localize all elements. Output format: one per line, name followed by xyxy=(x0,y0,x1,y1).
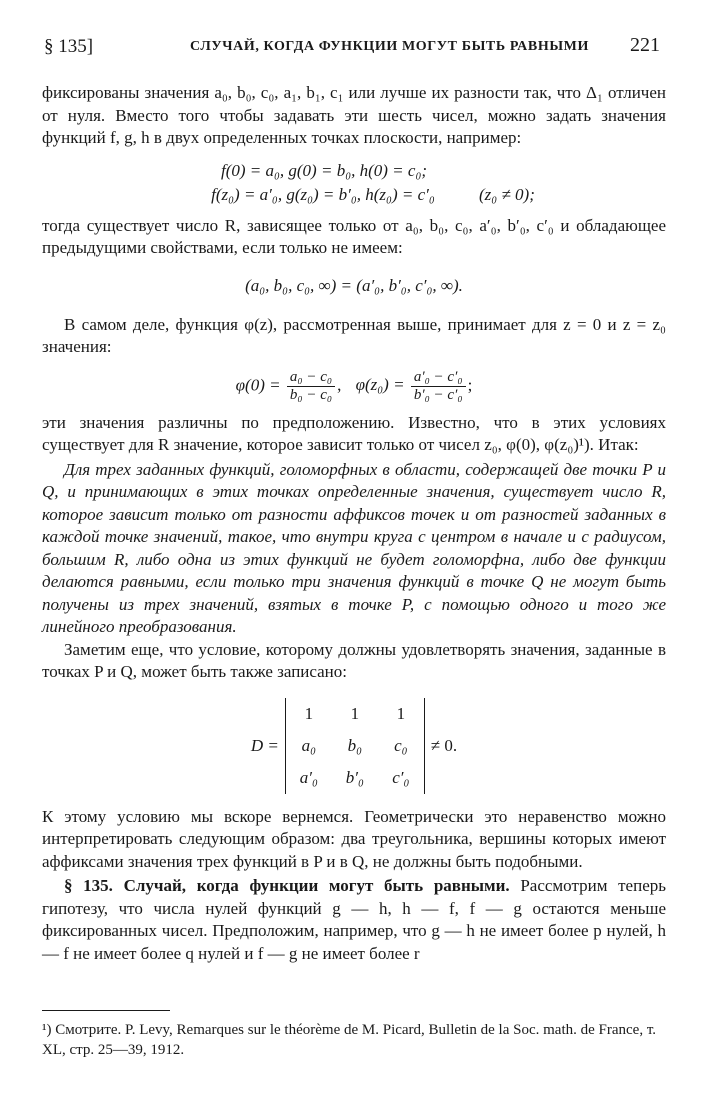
phi-fraction-1 xyxy=(287,369,335,404)
section-heading: § 135. Случай, когда функции могут быть равными. xyxy=(64,876,510,895)
det-cell: a′₀ xyxy=(299,767,318,787)
det-cell: 1 xyxy=(304,703,314,723)
paragraph-6: К этому условию мы вскоре вернемся. Геометрически это неравенство можно интерпретировать следующим образом: два треугольника, вершины которых имеют аффиксами значения трех функций в P и в Q, не должны быть подобными. xyxy=(42,806,666,871)
paragraph-7 xyxy=(42,875,666,965)
paragraph-1: фиксированы значения a₀, b₀, c₀, a₁, b₁, c₁ или лучше их разности так, что Δ₁ отличен от нуля. Вместо того чтобы задавать эти шесть чисел, можно задать значения функций f, g, h в двух определенных точках плоскости, например: xyxy=(42,83,666,147)
paragraph-7-text: Рассмотрим теперь гипотезу, что числа нулей функций g — h, h — f, f — g остаются меньше фиксированных чисел. Предположим, например, что g — h не имеет более p нулей, h — f не имеет более q нулей и f — g не имеет более r xyxy=(42,876,666,963)
phi-numerator-1: a₀ − c₀ xyxy=(287,369,335,387)
equation-cross-ratio: (a₀, b₀, c₀, ∞) = (a′₀, b′₀, c′₀, ∞). xyxy=(245,275,463,295)
det-cell: a₀ xyxy=(301,735,317,755)
equation-condition: (z₀ ≠ 0); xyxy=(479,184,535,204)
determinant-matrix xyxy=(285,698,425,794)
det-cell: b₀ xyxy=(347,735,363,755)
det-cell: 1 xyxy=(350,703,360,723)
header-title: СЛУЧАЙ, КОГДА ФУНКЦИИ МОГУТ БЫТЬ РАВНЫМИ xyxy=(190,39,589,54)
det-cell: c₀ xyxy=(394,735,408,755)
equation-line-2: f(z₀) = a′₀, g(z₀) = b′₀, h(z₀) = c′₀ xyxy=(211,184,435,204)
paragraph-3: В самом деле, функция φ(z), рассмотренная выше, принимает для z = 0 и z = z₀ значения: xyxy=(42,314,666,356)
determinant-lhs: D = xyxy=(250,735,279,755)
det-cell: c′₀ xyxy=(392,767,410,787)
footnote-rule xyxy=(42,1010,170,1011)
determinant xyxy=(42,698,666,794)
equation-phi: φ(0) = $\frac{\text{a₀ − c₀}}{\text{b₀ − c₀}}$ , φ(z₀) = $\frac{\text{a′₀ − c′₀}}{\text{b′₀ − c′₀}}$ ; xyxy=(235,368,473,403)
phi-lhs-1: φ(0) = xyxy=(235,374,281,394)
header-section: § 135] xyxy=(44,36,94,57)
page-number: 221 xyxy=(630,34,660,56)
phi-fraction-2 xyxy=(411,369,466,404)
phi-numerator-2: a′₀ − c′₀ xyxy=(411,369,466,387)
phi-denominator-2: b′₀ − c′₀ xyxy=(413,386,463,403)
phi-lhs-2: φ(z₀) = xyxy=(355,374,405,394)
equation-line-1: f(0) = a₀, g(0) = b₀, h(0) = c₀; xyxy=(220,160,428,180)
paragraph-4: эти значения различны по предположению. Известно, что в этих условиях существует для R значение, которое зависит только от чисел z₀, φ(0), φ(z₀)¹). Итак: xyxy=(42,412,666,454)
running-header xyxy=(42,30,666,64)
theorem-statement: Для трех заданных функций, голоморфных в области, содержащей две точки P и Q, и принимающих в этих точках определенные значения, существует число R, которое зависит только от разности аффиксов точек и от разностей заданных в каждой точке значений, такое, что внутри круга с центром в начале и с радиусом, большим R, либо одна из этих функций не будет голоморфна, либо две функции делаются равными, если только три значения функций в точке Q не могут быть получены из трех значений, взятых в точке P, с помощью одного и того же линейного преобразования. xyxy=(42,459,666,636)
page xyxy=(42,30,666,965)
det-cell: b′₀ xyxy=(345,767,364,787)
determinant-rhs: ≠ 0. xyxy=(430,735,458,755)
equation-values xyxy=(42,159,666,207)
paragraph-2: тогда существует число R, зависящее только от a₀, b₀, c₀, a′₀, b′₀, c′₀ и обладающее предыдущими свойствами, если только не имеем: xyxy=(42,215,666,257)
footnote: ¹) Смотрите. P. Levy, Remarques sur le théorème de M. Picard, Bulletin de la Soc. math. de France, т. XL, стр. 25—39, 1912. xyxy=(42,1022,657,1058)
phi-denominator-1: b₀ − c₀ xyxy=(289,386,333,403)
det-cell: 1 xyxy=(396,703,406,723)
paragraph-5: Заметим еще, что условие, которому должны удовлетворять значения, заданные в точках P и Q, может быть также записано: xyxy=(42,639,666,681)
